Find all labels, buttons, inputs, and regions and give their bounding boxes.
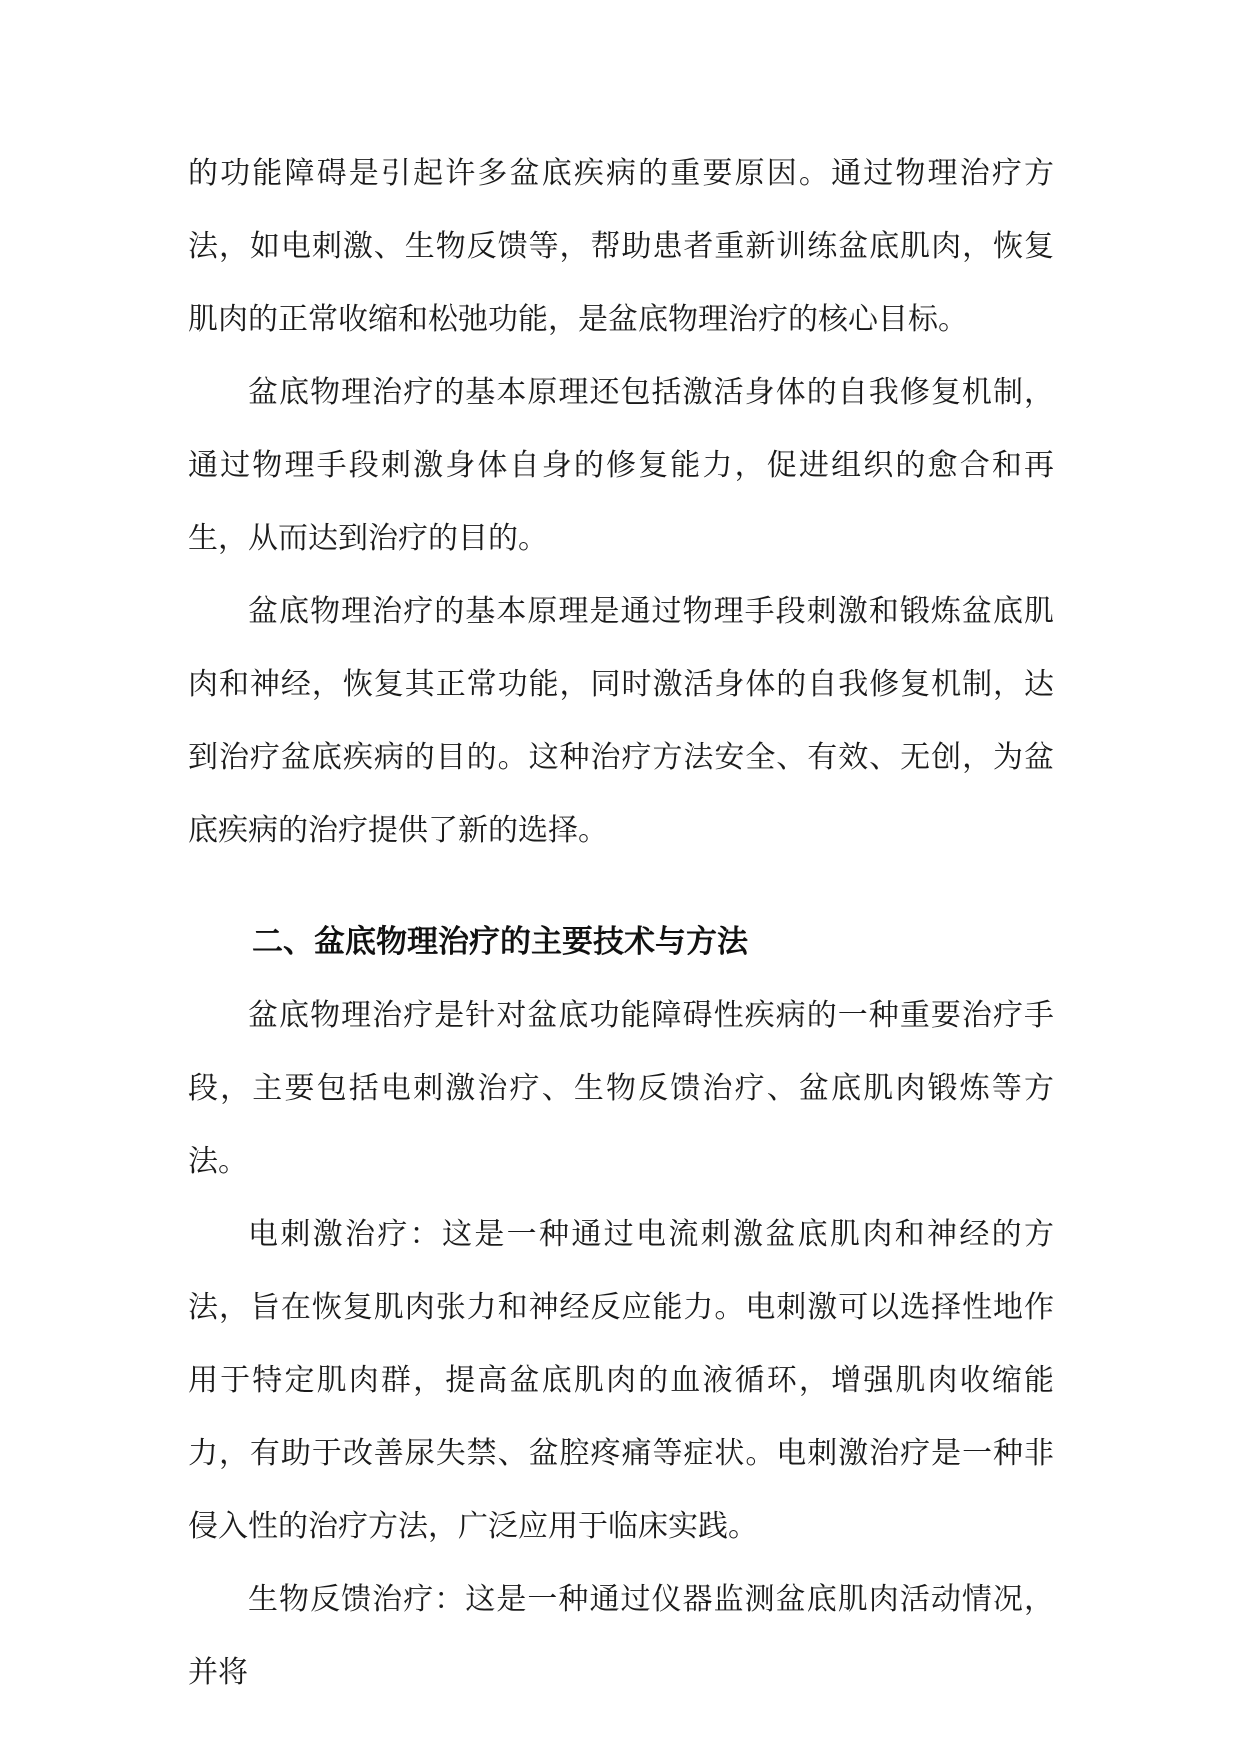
paragraph-self-repair: 盆底物理治疗的基本原理还包括激活身体的自我修复机制，通过物理手段刺激身体自身的修复能力，促进组织的愈合和再生，从而达到治疗的目的。 [188, 375, 1054, 556]
section-heading: 二、盆底物理治疗的主要技术与方法 [252, 924, 748, 960]
paragraph-biofeedback: 生物反馈治疗：这是一种通过仪器监测盆底肌肉活动情况，并将 [188, 1582, 1054, 1690]
document-page [188, 137, 1054, 1709]
paragraph-electrical-stimulation: 电刺激治疗：这是一种通过电流刺激盆底肌肉和神经的方法，旨在恢复肌肉张力和神经反应能力。电刺激可以选择性地作用于特定肌肉群，提高盆底肌肉的血液循环，增强肌肉收缩能力，有助于改善尿失禁、盆腔疼痛等症状。电刺激治疗是一种非侵入性的治疗方法，广泛应用于临床实践。 [188, 1217, 1054, 1544]
paragraph-overview: 盆底物理治疗是针对盆底功能障碍性疾病的一种重要治疗手段，主要包括电刺激治疗、生物反馈治疗、盆底肌肉锻炼等方法。 [188, 998, 1054, 1179]
paragraph-basic-principle: 盆底物理治疗的基本原理是通过物理手段刺激和锻炼盆底肌肉和神经，恢复其正常功能，同时激活身体的自我修复机制，达到治疗盆底疾病的目的。这种治疗方法安全、有效、无创，为盆底疾病的治疗提供了新的选择。 [188, 594, 1054, 848]
paragraph-continuation: 的功能障碍是引起许多盆底疾病的重要原因。通过物理治疗方法，如电刺激、生物反馈等，帮助患者重新训练盆底肌肉，恢复肌肉的正常收缩和松弛功能，是盆底物理治疗的核心目标。 [188, 156, 1054, 337]
